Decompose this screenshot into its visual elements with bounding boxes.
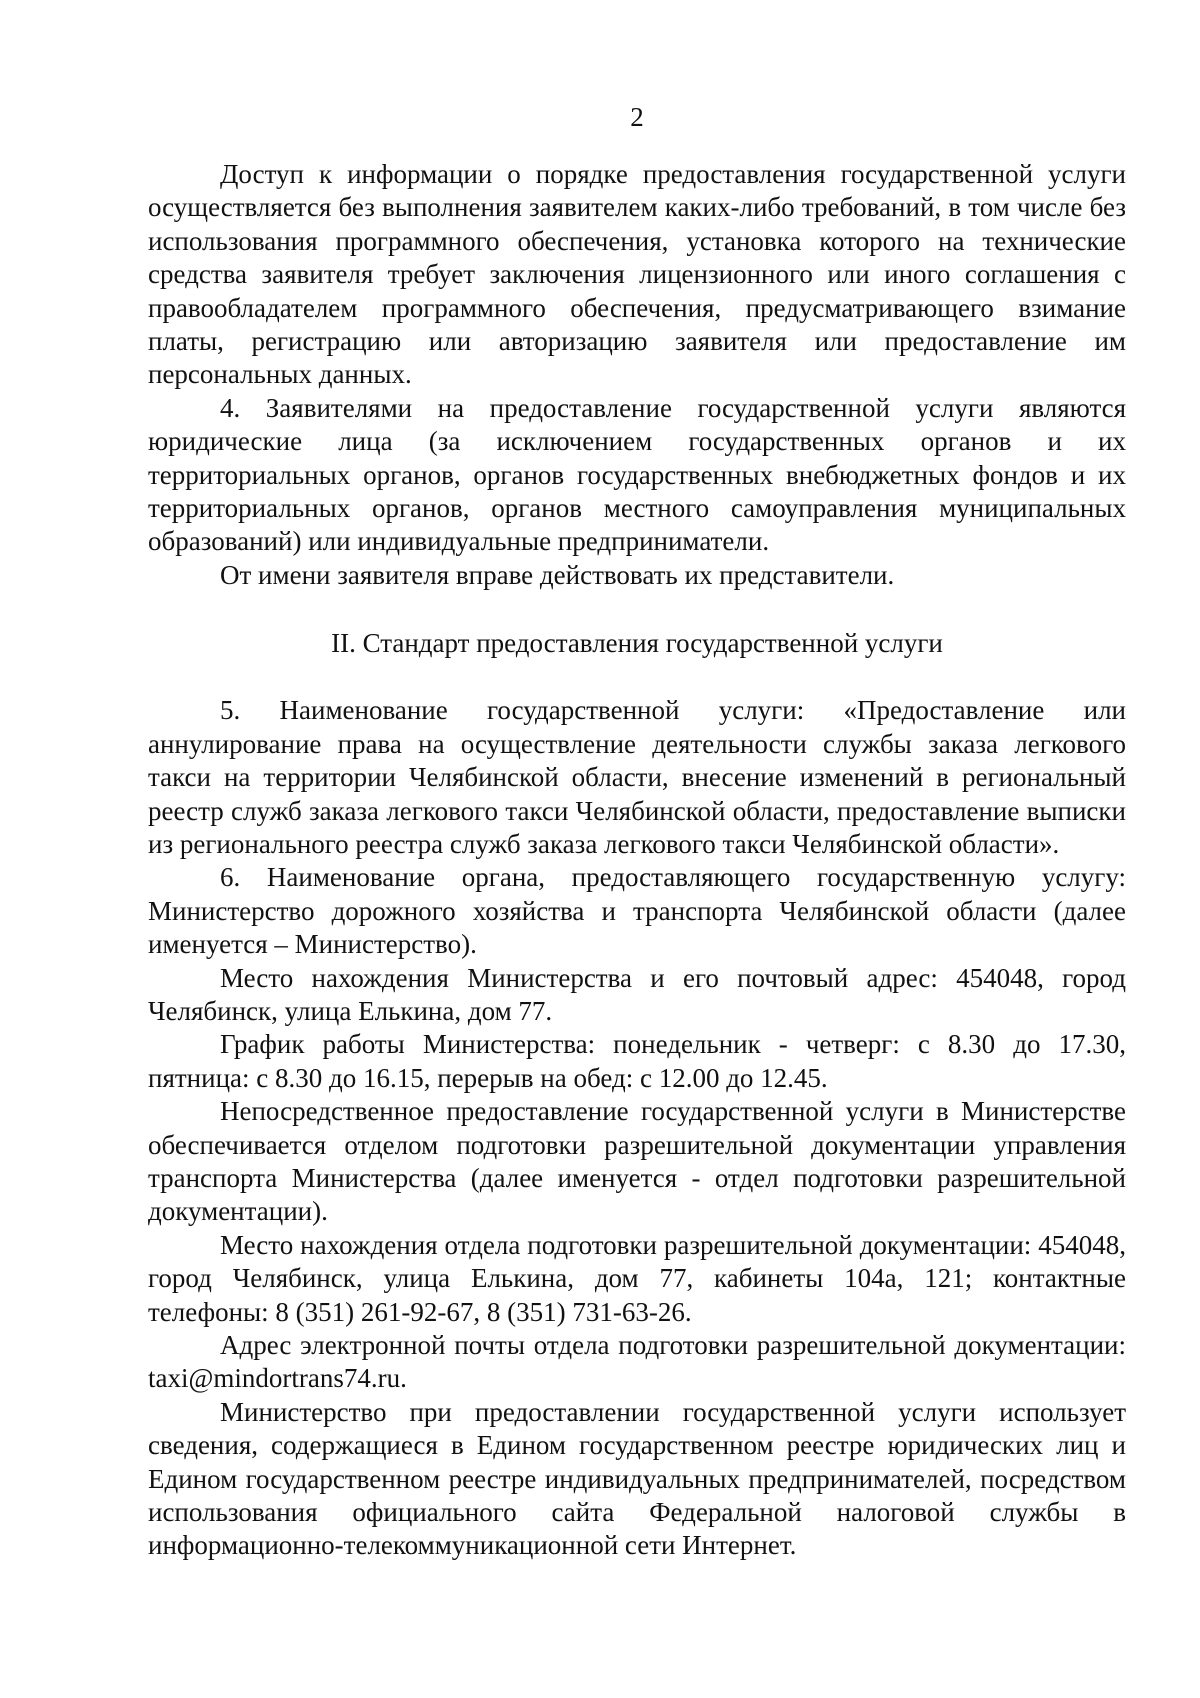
- paragraph-work-schedule: График работы Министерства: понедельник - четверг: с 8.30 до 17.30, пятница: с 8.30 до 16.15, перерыв на обед: с 12.00 до 12.45.: [148, 1029, 1126, 1093]
- page-number: 2: [630, 102, 644, 132]
- paragraph-department-address: Место нахождения отдела подготовки разрешительной документации: 454048, город Челябинск, улица Елькина, дом 77, кабинеты 104а, 121; контактные телефоны: 8 (351) 261-92-67, 8 (351) 731-63-26.: [148, 1229, 1126, 1327]
- paragraph-registry-usage: Министерство при предоставлении государственной услуги использует сведения, содержащиеся в Едином государственном реестре юридических лиц и Едином государственном реестре индивидуальных предпринимателей, посредством использования официального сайта Федеральной налоговой службы в информационно-телекоммуникационной сети Интернет.: [148, 1396, 1126, 1561]
- paragraph-service-name: 5. Наименование государственной услуги: «Предоставление или аннулирование права на осуществление деятельности службы заказа легкового такси на территории Челябинской области, внесение изменений в региональный реестр служб заказа легкового такси Челябинской области, предоставление выписки из регионального реестра служб заказа легкового такси Челябинской области».: [148, 695, 1126, 859]
- section-heading: II. Стандарт предоставления государственной услуги: [331, 628, 943, 659]
- document-page: [148, 100, 1126, 1563]
- paragraph-department-email: Адрес электронной почты отдела подготовки разрешительной документации: taxi@mindortrans74.ru.: [148, 1330, 1126, 1394]
- paragraph-access-info: Доступ к информации о порядке предоставления государственной услуги осуществляется без выполнения заявителем каких-либо требований, в том числе без использования программного обеспечения, установка которого на технические средства заявителя требует заключения лицензионного или иного соглашения с правообладателем программного обеспечения, предусматривающего взимание платы, регистрацию или авторизацию заявителя или предоставление им персональных данных.: [148, 159, 1126, 390]
- paragraph-responsible-department: Непосредственное предоставление государственной услуги в Министерстве обеспечивается отделом подготовки разрешительной документации управления транспорта Министерства (далее именуется - отдел подготовки разрешительной документации).: [148, 1096, 1126, 1227]
- paragraph-applicants: 4. Заявителями на предоставление государственной услуги являются юридические лица (за исключением государственных органов и их территориальных органов, органов государственных внебюджетных фондов и их территориальных органов, органов местного самоуправления муниципальных образований) или индивидуальные предприниматели.: [148, 392, 1126, 557]
- paragraph-ministry-address: Место нахождения Министерства и его почтовый адрес: 454048, город Челябинск, улица Елькина, дом 77.: [148, 962, 1126, 1026]
- paragraph-representatives: От имени заявителя вправе действовать их представители.: [220, 559, 895, 590]
- paragraph-authority-name: 6. Наименование органа, предоставляющего государственную услугу: Министерство дорожного хозяйства и транспорта Челябинской области (далее именуется – Министерство).: [148, 862, 1126, 960]
